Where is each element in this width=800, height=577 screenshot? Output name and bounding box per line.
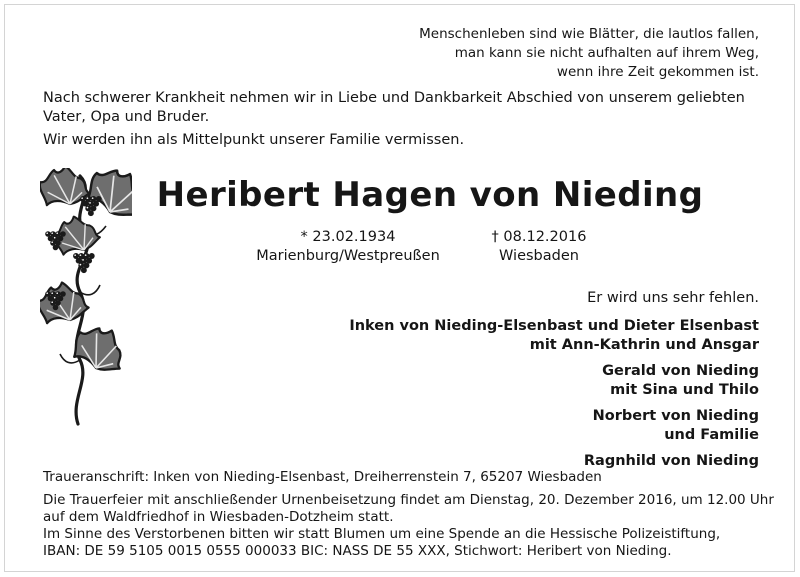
- family-line: Ragnhild von Nieding: [583, 453, 759, 469]
- donation-line: IBAN: DE 59 5105 0015 0555 000033 BIC: NASS DE 55 XXX, Stichwort: Heribert von Nieding.: [43, 543, 672, 559]
- intro-line: Wir werden ihn als Mittelpunkt unserer Familie vermissen.: [43, 132, 465, 148]
- death-place: Wiesbaden: [499, 248, 579, 264]
- birth-date: * 23.02.1934: [300, 229, 396, 245]
- poem-line: Menschenleben sind wie Blätter, die lautlos fallen,: [419, 26, 759, 42]
- donation-line: Im Sinne des Verstorbenen bitten wir statt Blumen um eine Spende an die Hessische Polizeistiftung,: [43, 526, 721, 542]
- family-line: mit Sina und Thilo: [610, 382, 759, 398]
- death-info: [482, 228, 596, 266]
- ceremony-line: auf dem Waldfriedhof in Wiesbaden-Dotzheim statt.: [43, 509, 394, 525]
- family-lead: Er wird uns sehr fehlen.: [587, 290, 759, 306]
- mourning-address: Traueranschrift: Inken von Nieding-Elsenbast, Dreiherrenstein 7, 65207 Wiesbaden: [43, 469, 602, 485]
- family-line: Inken von Nieding-Elsenbast und Dieter Elsenbast: [349, 318, 759, 334]
- poem-line: man kann sie nicht aufhalten auf ihrem Weg,: [454, 45, 759, 61]
- family-signatures: [349, 289, 759, 478]
- poem: [419, 25, 759, 82]
- family-group: [349, 362, 759, 400]
- family-line: mit Ann-Kathrin und Ansgar: [529, 337, 759, 353]
- family-line: Norbert von Nieding: [592, 408, 759, 424]
- family-group: [349, 407, 759, 445]
- death-date: † 08.12.2016: [491, 229, 587, 245]
- birth-place: Marienburg/Westpreußen: [256, 248, 440, 264]
- deceased-name: Heribert Hagen von Nieding: [156, 175, 704, 215]
- ceremony-line: Die Trauerfeier mit anschließender Urnenbeisetzung findet am Dienstag, 20. Dezember 2016, um 12.00 Uhr: [43, 492, 774, 508]
- intro-text: [43, 89, 763, 150]
- intro-line: Nach schwerer Krankheit nehmen wir in Liebe und Dankbarkeit Abschied von unserem geliebten: [43, 90, 745, 106]
- family-line: und Familie: [664, 427, 759, 443]
- birth-info: [250, 228, 446, 266]
- family-line: Gerald von Nieding: [602, 363, 759, 379]
- funeral-details: [43, 469, 774, 560]
- poem-line: wenn ihre Zeit gekommen ist.: [556, 64, 759, 80]
- intro-line: Vater, Opa und Bruder.: [43, 109, 210, 125]
- family-group: [349, 317, 759, 355]
